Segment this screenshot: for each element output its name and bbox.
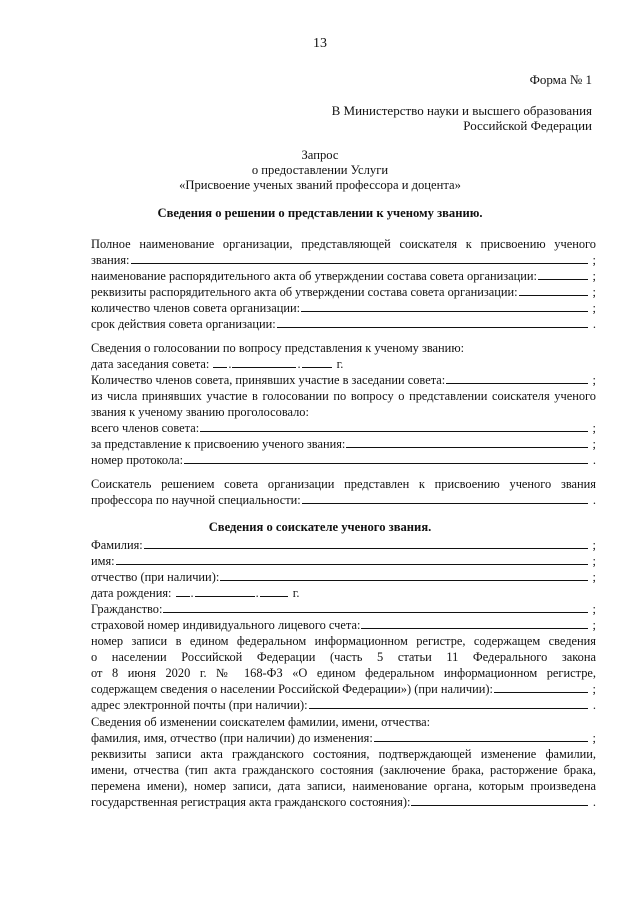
register-number-field: содержащем сведения о населении Российской Федерации») (при наличии): ; [91, 682, 596, 696]
act-name-input-line[interactable] [538, 268, 588, 280]
register-text-3: от 8 июня 2020 г. № 168-ФЗ «О едином федеральном информационном регистре, [91, 666, 596, 680]
name-change-fields [91, 714, 596, 810]
citizenship-input-line[interactable] [163, 601, 588, 613]
specialty-text: Соискатель решением совета организации представлен к присвоению ученого звания [91, 477, 596, 491]
title-line-1: Запрос [301, 148, 339, 162]
voted-text-1: из числа принявших участие в голосовании по вопросу о представлении соискателя ученого [91, 389, 596, 403]
org-name-field: звания: ; [91, 253, 596, 267]
meeting-year-input-line[interactable] [302, 356, 332, 368]
form-label: Форма № 1 [529, 72, 592, 87]
birth-date-field: дата рождения: . . г. [91, 586, 300, 600]
surname-input-line[interactable] [144, 537, 588, 549]
voted-text-2: звания к ученому званию проголосовало: [91, 405, 309, 419]
total-members-field: всего членов совета: ; [91, 421, 596, 435]
register-text-1: номер записи в едином федеральном информационном регистре, содержащем сведения [91, 634, 596, 648]
decision-fields [91, 236, 596, 332]
previous-name-input-line[interactable] [374, 730, 588, 742]
patronymic-field: отчество (при наличии): ; [91, 570, 596, 584]
title-line-3: «Присвоение ученых званий профессора и доцента» [179, 178, 461, 192]
birth-month-input-line[interactable] [195, 585, 255, 597]
protocol-number-input-line[interactable] [184, 452, 588, 464]
voting-fields [91, 340, 596, 468]
specialty-input-line[interactable] [302, 492, 588, 504]
name-field: имя: ; [91, 554, 596, 568]
specialty-field: профессора по научной специальности: . [91, 493, 596, 507]
snils-field: страховой номер индивидуального лицевого счета: ; [91, 618, 596, 632]
section-heading-decision: Сведения о решении о представлении к ученому званию. [157, 206, 483, 220]
total-members-input-line[interactable] [200, 420, 588, 432]
meeting-month-input-line[interactable] [232, 356, 296, 368]
meeting-date-field: дата заседания совета: . . г. [91, 357, 344, 371]
meeting-day-input-line[interactable] [213, 356, 227, 368]
previous-name-field: фамилия, имя, отчество (при наличии) до изменения: ; [91, 731, 596, 745]
members-count-input-line[interactable] [301, 300, 588, 312]
applicant-fields [91, 537, 596, 713]
register-number-input-line[interactable] [494, 681, 588, 693]
birth-day-input-line[interactable] [176, 585, 190, 597]
votes-for-field: за представление к присвоению ученого звания: ; [91, 437, 596, 451]
record-text-2: имени, отчества (тип акта гражданского состояния (заключение брака, расторжение брака, [91, 763, 596, 777]
addressee-line-1: В Министерство науки и высшего образования [331, 103, 592, 118]
name-change-intro: Сведения об изменении соискателем фамилии, имени, отчества: [91, 715, 431, 729]
patronymic-input-line[interactable] [220, 569, 588, 581]
term-field: срок действия совета организации: . [91, 317, 596, 331]
register-text-2: о населении Российской Федерации (часть 5 статьи 11 Федерального закона [91, 650, 596, 664]
record-text-1: реквизиты записи акта гражданского состояния, подтверждающей изменение фамилии, [91, 747, 596, 761]
addressee-line-2: Российской Федерации [463, 118, 592, 133]
snils-input-line[interactable] [361, 617, 588, 629]
participants-field: Количество членов совета, принявших участие в заседании совета: ; [91, 373, 596, 387]
participants-input-line[interactable] [446, 372, 588, 384]
voting-intro: Сведения о голосовании по вопросу представления к ученому званию: [91, 341, 465, 355]
specialty-fields [91, 476, 596, 508]
term-input-line[interactable] [277, 316, 588, 328]
email-field: адрес электронной почты (при наличии): . [91, 698, 596, 712]
birth-year-input-line[interactable] [260, 585, 288, 597]
act-requisites-field: реквизиты распорядительного акта об утверждении состава совета организации: ; [91, 285, 596, 299]
votes-for-input-line[interactable] [346, 436, 588, 448]
record-requisites-input-line[interactable] [411, 794, 588, 806]
protocol-number-field: номер протокола: . [91, 453, 596, 467]
title-line-2: о предоставлении Услуги [251, 163, 389, 177]
act-name-field: наименование распорядительного акта об утверждении состава совета организации: ; [91, 269, 596, 283]
name-input-line[interactable] [116, 553, 588, 565]
record-requisites-field: государственная регистрация акта гражданского состояния): . [91, 795, 596, 809]
members-count-field: количество членов совета организации: ; [91, 301, 596, 315]
citizenship-field: Гражданство: ; [91, 602, 596, 616]
page-number: 13 [313, 36, 327, 51]
surname-field: Фамилия: ; [91, 538, 596, 552]
org-name-input-line[interactable] [131, 252, 589, 264]
addressee [332, 103, 592, 133]
org-name-text: Полное наименование организации, представляющей соискателя к присвоению ученого [91, 237, 596, 251]
document-title [0, 148, 640, 193]
record-text-3: перемена имени), номер записи, дата записи, наименование органа, которым произведена [91, 779, 596, 793]
act-requisites-input-line[interactable] [519, 284, 588, 296]
section-heading-applicant: Сведения о соискателе ученого звания. [208, 520, 432, 534]
email-input-line[interactable] [309, 697, 588, 709]
